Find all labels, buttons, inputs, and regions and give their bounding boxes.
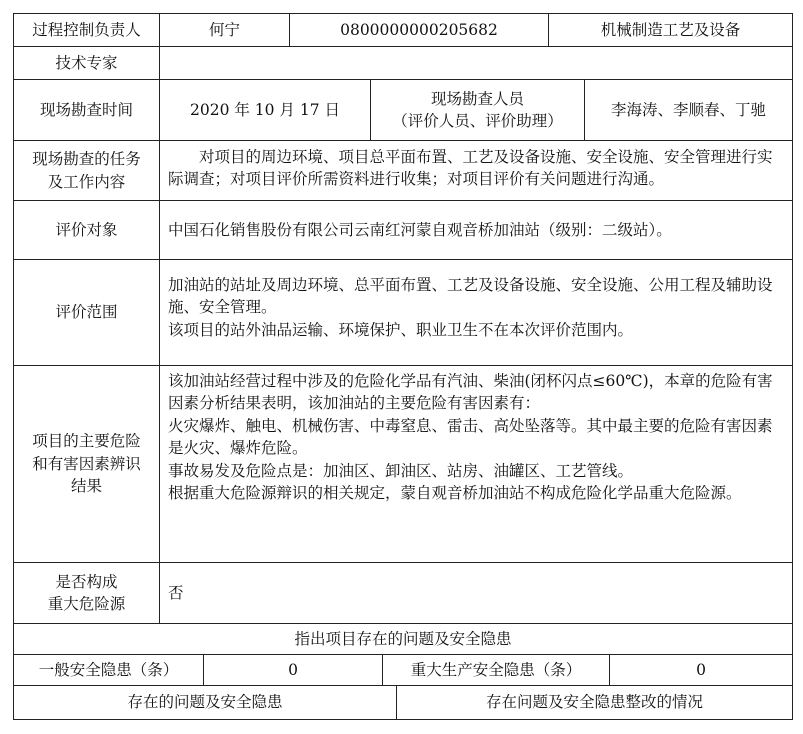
major-hazard-count-label: 重大生产安全隐患（条） <box>382 654 610 686</box>
major-hazard-label: 是否构成 重大危险源 <box>13 562 160 624</box>
responsible-label: 过程控制负责人 <box>13 13 160 47</box>
problems-column-header: 存在的问题及安全隐患 <box>13 685 397 720</box>
responsible-name: 何宁 <box>159 13 290 47</box>
survey-time-label: 现场勘查时间 <box>13 79 160 141</box>
hazard-label: 项目的主要危险 和有害因素辨识 结果 <box>13 365 160 563</box>
object-content: 中国石化销售股份有限公司云南红河蒙自观音桥加油站（级别：二级站）。 <box>159 200 793 260</box>
object-label: 评价对象 <box>13 200 160 260</box>
general-hazard-label: 一般安全隐患（条） <box>13 654 204 686</box>
hazard-content: 该加油站经营过程中涉及的危险化学品有汽油、柴油(闭杯闪点≤60℃)，本章的危险有害因素分析结果表明，该加油站的主要危险有害因素有： 火灾爆炸、触电、机械伤害、中毒窒息、雷击、高处坠落等。其中最主要的危险有害因素是火灾、爆炸危险。 事故易发及危险点是：加油区、卸油区、站房、油罐区、工艺管线。 根据重大危险源辩识的相关规定，蒙自观音桥加油站不构成危险化学品重大危险源。 <box>159 365 793 563</box>
scope-content: 加油站的站址及周边环境、总平面布置、工艺及设备设施、安全设施、公用工程及辅助设施、安全管理。 该项目的站外油品运输、环境保护、职业卫生不在本次评价范围内。 <box>159 259 793 366</box>
expert-label: 技术专家 <box>13 46 160 80</box>
task-content: 对项目的周边环境、项目总平面布置、工艺及设备设施、安全设施、安全管理进行实际调查；对项目评价所需资料进行收集；对项目评价有关问题进行沟通。 <box>159 140 793 201</box>
scope-label: 评价范围 <box>13 259 160 366</box>
general-hazard-count: 0 <box>203 654 383 686</box>
rectification-column-header: 存在问题及安全隐患整改的情况 <box>396 685 793 720</box>
issues-section-title: 指出项目存在的问题及安全隐患 <box>13 623 793 655</box>
survey-staff-label: 现场勘查人员 （评价人员、评价助理） <box>370 79 585 141</box>
survey-staff-value: 李海涛、李顺春、丁驰 <box>584 79 793 141</box>
responsible-specialty: 机械制造工艺及设备 <box>548 13 793 47</box>
major-hazard-count: 0 <box>609 654 793 686</box>
responsible-id: 0800000000205682 <box>289 13 549 47</box>
major-hazard-value: 否 <box>159 562 793 624</box>
expert-value <box>159 46 793 80</box>
survey-time-value: 2020 年 10 月 17 日 <box>159 79 371 141</box>
task-label: 现场勘查的任务 及工作内容 <box>13 140 160 201</box>
